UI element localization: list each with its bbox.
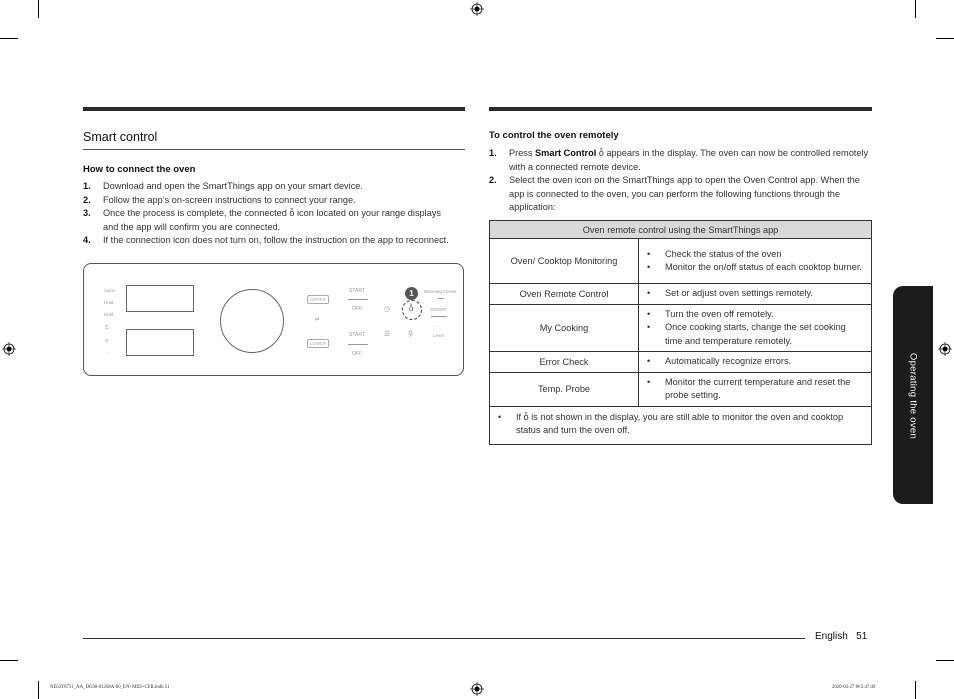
lower-display xyxy=(126,329,194,356)
section-divider xyxy=(83,149,465,150)
table-cell: Temp. Probe xyxy=(490,372,639,406)
wifi-connect-icon: ỗ xyxy=(598,148,604,158)
crop-mark xyxy=(38,0,39,18)
menu-icon: ☰ xyxy=(384,331,391,338)
crop-mark xyxy=(0,660,18,661)
registration-mark-icon xyxy=(938,342,952,356)
wifi-connect-icon: ỗ xyxy=(523,411,529,422)
list-item: • Check the status of the oven xyxy=(647,248,865,262)
list-item: • Set or adjust oven settings remotely. xyxy=(647,287,865,301)
crop-mark xyxy=(915,681,916,699)
table-cell: Error Check xyxy=(490,352,639,373)
table-note-row xyxy=(490,406,872,444)
how-to-connect-subtitle: How to connect the oven xyxy=(83,164,196,175)
panel-label: Voice xyxy=(104,288,116,293)
panel-divider xyxy=(348,299,368,300)
table-row xyxy=(490,352,872,373)
crop-mark xyxy=(936,660,954,661)
remote-steps xyxy=(489,147,872,215)
footer-language: English xyxy=(815,631,848,642)
wifi-connect-icon: ỗ xyxy=(409,304,414,313)
table-row xyxy=(490,304,872,352)
crop-mark xyxy=(936,38,954,39)
footer-rule xyxy=(83,638,805,639)
table-row xyxy=(490,284,872,305)
list-item: • Monitor the current temperature and reset the probe setting. xyxy=(647,376,865,403)
level-dots: · · · xyxy=(433,324,440,329)
start-label: START xyxy=(349,332,365,338)
probe-icon: ⚲ xyxy=(408,331,414,338)
remote-control-table xyxy=(489,220,872,445)
table-header: Oven remote control using the SmartThings app xyxy=(490,221,872,239)
callout-badge: 1 xyxy=(405,287,418,300)
warming-center-label: Warming Center xyxy=(424,289,457,294)
page-number: 51 xyxy=(856,631,868,642)
light-icon: ◌ xyxy=(106,350,109,355)
registration-mark-icon xyxy=(2,342,16,356)
wifi-connect-icon: ỗ xyxy=(289,208,295,219)
table-cell xyxy=(639,304,872,352)
connect-steps xyxy=(83,180,455,248)
wifi-icon: ≋ xyxy=(105,338,109,343)
list-item: • Once cooking starts, change the set cooking time and temperature remotely. xyxy=(647,321,865,348)
lock-icon: ⚿ xyxy=(105,325,109,330)
list-item: 2. Select the oven icon on the SmartThings app to open the Oven Control app. When the app is connected to the oven, you can perform the following functions through the application: xyxy=(489,175,860,213)
print-slug-file: NE63T8751_AA_DG68-01208A-00_EN+MES+CFR.indb 51 xyxy=(50,685,170,690)
table-row xyxy=(490,239,872,284)
timer-icon: ◷ xyxy=(384,306,391,313)
crop-mark xyxy=(38,681,39,699)
panel-label: Hold xyxy=(104,312,114,317)
table-cell: Oven Remote Control xyxy=(490,284,639,305)
crop-mark xyxy=(915,0,916,18)
right-column-bar xyxy=(489,107,872,111)
panel-divider xyxy=(438,298,444,299)
table-cell xyxy=(639,284,872,305)
remote-control-subtitle: To control the oven remotely xyxy=(489,130,619,141)
list-item: 2. Follow the app’s on-screen instructions to connect your range. xyxy=(83,194,356,205)
start-label: START xyxy=(349,288,365,294)
control-panel-illustration xyxy=(83,263,464,376)
on-off-label: ON/OFF xyxy=(430,307,447,312)
registration-mark-icon xyxy=(470,2,484,16)
registration-mark-icon xyxy=(470,682,484,696)
list-item: 1. Download and open the SmartThings app on your smart device. xyxy=(83,181,363,191)
list-item: 3. Once the process is complete, the connected ỗ icon located on your range displays and the app will confirm you are connected. xyxy=(83,208,442,232)
table-cell xyxy=(639,372,872,406)
panel-label: Hold xyxy=(104,300,114,305)
crop-mark xyxy=(0,38,18,39)
panel-divider xyxy=(348,344,368,345)
panel-divider xyxy=(431,316,447,317)
lower-button: LOWER xyxy=(307,339,329,348)
off-label: OFF xyxy=(352,306,362,312)
table-cell: Oven/ Cooktop Monitoring xyxy=(490,239,639,284)
table-note: • If ỗ is not shown in the display, you are still able to monitor the oven and cooktop status and turn the oven off. xyxy=(490,406,872,444)
list-item: • Monitor the on/off status of each cooktop burner. xyxy=(647,261,865,275)
list-item: 4. If the connection icon does not turn on, follow the instruction on the app to reconnect. xyxy=(83,235,449,246)
control-knob xyxy=(220,289,284,353)
chapter-tab-label: Operating the oven xyxy=(907,352,919,440)
table-cell xyxy=(639,352,872,373)
list-item: 1. Press Smart Control ỗ appears in the display. The oven can now be controlled remotely with a connected remote device. xyxy=(489,148,869,172)
table-row xyxy=(490,372,872,406)
swap-icon: ⇄ xyxy=(315,317,320,323)
print-slug-date: 2020-03-27 ✉ 2:47:49 xyxy=(832,685,876,690)
off-label: OFF xyxy=(352,351,362,357)
footer xyxy=(815,631,867,642)
list-item: • Automatically recognize errors. xyxy=(647,355,865,369)
list-item: • Turn the oven off remotely. xyxy=(647,308,865,322)
upper-display xyxy=(126,285,194,312)
left-column-bar xyxy=(83,107,465,111)
level-label: Level xyxy=(433,333,444,338)
table-cell xyxy=(639,239,872,284)
table-cell: My Cooking xyxy=(490,304,639,352)
section-title: Smart control xyxy=(83,130,158,144)
upper-button: UPPER xyxy=(307,295,329,304)
